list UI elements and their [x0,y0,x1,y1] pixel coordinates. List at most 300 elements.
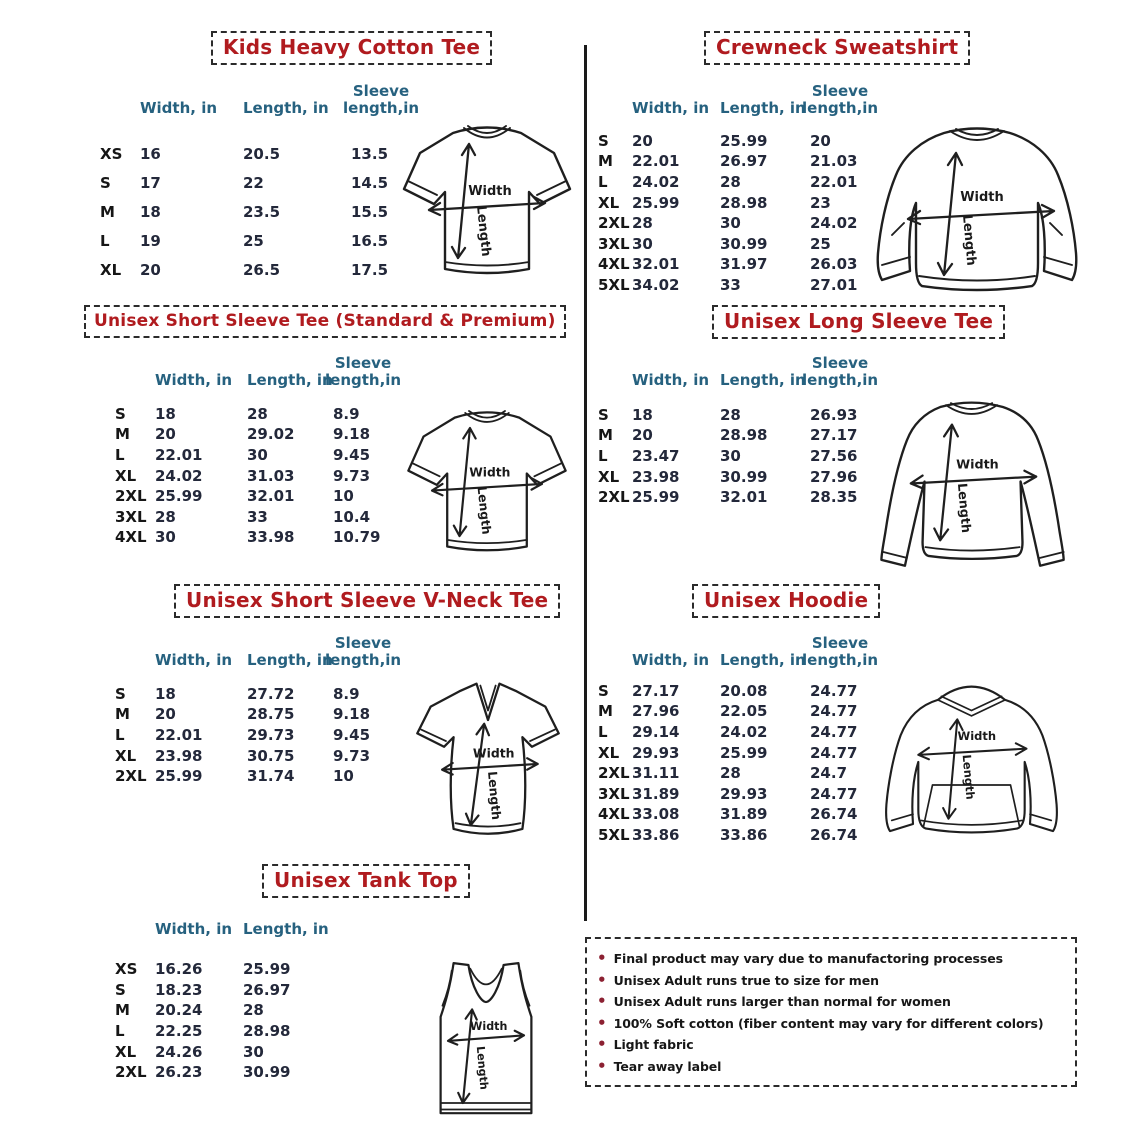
section-title [211,31,492,65]
cell-width: 26.23 [155,1063,203,1082]
cell-size: 2XL [115,767,147,786]
table-row [115,404,413,425]
cell-length: 22.05 [720,702,768,721]
table-row [598,784,882,805]
cell-size: L [598,173,608,192]
length-arrow-label: Length [485,770,505,821]
section-title [84,305,566,338]
cell-sleeve: 25 [810,234,831,253]
table-row [115,959,353,980]
cell-width: 20.24 [155,1001,203,1020]
note-text: Unisex Adult runs larger than normal for women [613,994,951,1009]
table-row [115,445,413,466]
section-title [712,305,1005,339]
cell-width: 18 [140,203,161,222]
size-table [115,684,413,787]
cell-length: 29.02 [247,425,295,444]
table-header-row [100,83,431,117]
cell-sleeve: 26.74 [810,805,858,824]
cell-length: 33 [247,507,268,526]
cell-length: 30.99 [243,1063,291,1082]
table-header-row [598,83,882,117]
cell-width: 16.26 [155,960,203,979]
section-title-text: Unisex Tank Top [274,868,458,892]
table-header-row [115,355,413,389]
table-row [598,681,882,702]
cell-size: XS [115,960,138,979]
cell-width: 18 [155,404,176,423]
col-header-length: Length, in [243,98,329,117]
width-arrow-label: Width [470,1019,508,1033]
table-row [598,234,882,255]
cell-size: M [100,203,115,222]
cell-size: M [115,425,130,444]
table-row [115,684,413,705]
table-row [115,424,413,445]
cell-length: 25.99 [243,960,291,979]
section-title-text: Kids Heavy Cotton Tee [223,35,481,59]
cell-width: 27.96 [632,702,680,721]
section-title [704,31,970,65]
cell-length: 29.73 [247,726,295,745]
table-row [598,172,882,193]
cell-length: 20.08 [720,681,768,700]
note-text: Light fabric [613,1037,694,1052]
cell-width: 25.99 [632,193,680,212]
cell-length: 31.89 [720,805,768,824]
table-row [598,405,882,426]
table-row [598,763,882,784]
cell-width: 29.93 [632,743,680,762]
cell-sleeve: 27.01 [810,276,858,295]
cell-length: 31.97 [720,255,768,274]
cell-length: 33 [720,276,741,295]
table-row [598,722,882,743]
cell-length: 25.99 [720,131,768,150]
table-header-row [598,635,882,669]
cell-length: 28.75 [247,705,295,724]
cell-length: 26.97 [720,152,768,171]
length-arrow-label: Length [474,485,494,536]
col-header-sleeve: Sleeve length,in [802,354,879,389]
cell-size: 2XL [115,1063,147,1082]
table-row [598,446,882,467]
cell-length: 23.5 [243,203,281,222]
table-row [100,140,431,169]
section-title-text: Unisex Short Sleeve Tee (Standard & Premium) [94,311,556,331]
section-unisex-vneck-tee [82,584,582,854]
table-row [598,466,882,487]
cell-size: L [598,447,608,466]
cell-size: XL [115,746,137,765]
cell-size: 4XL [115,528,147,547]
size-table [115,404,413,548]
cell-size: S [100,174,111,193]
table-row [598,701,882,722]
cell-sleeve: 24.7 [810,764,848,783]
cell-sleeve: 21.03 [810,152,858,171]
table-row [598,192,882,213]
cell-length: 32.01 [720,488,768,507]
note-text: 100% Soft cotton (fiber content may vary for different colors) [613,1015,1044,1031]
cell-size: XL [115,1042,137,1061]
table-row [115,527,413,548]
col-header-sleeve: Sleeve length,in [343,82,420,117]
width-arrow-label: Width [957,728,997,743]
cell-length: 26.97 [243,980,291,999]
length-arrow-label: Length [959,214,979,267]
cell-width: 23.98 [155,746,203,765]
cell-size: S [115,980,126,999]
table-row [115,507,413,528]
cell-sleeve: 10 [333,487,354,506]
cell-width: 17 [140,174,161,193]
table-row [100,169,431,198]
cell-size: 4XL [598,255,630,274]
cell-sleeve: 26.74 [810,826,858,845]
bullet-icon: • [597,1013,607,1032]
table-row [115,745,413,766]
cell-width: 33.86 [632,826,680,845]
cell-length: 28 [243,1001,264,1020]
table-row [115,486,413,507]
section-unisex-tank-top [82,864,582,1140]
cell-size: L [115,726,125,745]
length-arrow-label: Length [473,1045,491,1091]
cell-width: 16 [140,145,161,164]
table-row [115,980,353,1001]
note-item [597,1034,1065,1056]
cell-width: 24.26 [155,1042,203,1061]
cell-width: 20 [632,131,653,150]
tank-top-illustration [422,952,550,1128]
note-text: Unisex Adult runs true to size for men [613,972,879,988]
cell-sleeve: 9.73 [333,746,371,765]
section-title [692,584,880,618]
cell-length: 20.5 [243,145,281,164]
cell-length: 30.75 [247,746,295,765]
cell-length: 31.74 [247,767,295,786]
cell-width: 20 [140,261,161,280]
cell-size: 2XL [598,488,630,507]
cell-width: 31.89 [632,784,680,803]
col-header-sleeve: Sleeve length,in [325,354,402,389]
section-unisex-hoodie [592,584,1140,870]
cell-sleeve: 20 [810,131,831,150]
cell-width: 32.01 [632,255,680,274]
table-row [100,198,431,227]
col-header-length: Length, in [243,920,329,938]
tshirt-illustration [392,111,582,293]
table-row [598,825,882,846]
cell-sleeve: 24.77 [810,723,858,742]
note-text: Tear away label [613,1058,722,1074]
cell-width: 20 [632,426,653,445]
cell-size: S [115,404,126,423]
col-header-length: Length, in [247,370,333,389]
cell-length: 30 [720,214,741,233]
cell-size: S [598,405,609,424]
width-arrow-label: Width [960,190,1004,205]
cell-width: 27.17 [632,681,680,700]
cell-length: 28.98 [720,426,768,445]
cell-length: 28 [720,173,741,192]
size-table [598,681,882,846]
col-header-length: Length, in [720,98,806,117]
section-unisex-short-sleeve-tee [82,305,582,575]
table-row [115,725,413,746]
cell-width: 34.02 [632,276,680,295]
table-row [598,275,882,296]
col-header-length: Length, in [247,650,333,669]
cell-length: 25 [243,232,264,251]
cell-length: 32.01 [247,487,295,506]
table-row [100,227,431,256]
cell-width: 28 [632,214,653,233]
cell-width: 31.11 [632,764,680,783]
cell-length: 24.02 [720,723,768,742]
col-header-length: Length, in [720,650,806,669]
note-item [597,970,1065,992]
table-row [598,151,882,172]
cell-size: L [115,446,125,465]
cell-sleeve: 10.79 [333,528,381,547]
table-row [115,1021,353,1042]
bullet-icon: • [597,1035,607,1053]
long-sleeve-tee-illustration [854,385,1094,577]
size-table [598,405,882,508]
cell-size: S [115,684,126,703]
cell-sleeve: 8.9 [333,404,360,423]
section-title [262,864,470,898]
cell-length: 28 [247,404,268,423]
note-text: Final product may vary due to manufactoring processes [613,951,1003,966]
cell-sleeve: 16.5 [351,232,389,251]
cell-width: 33.08 [632,805,680,824]
cell-length: 33.98 [247,528,295,547]
col-header-sleeve: Sleeve length,in [802,634,879,669]
cell-width: 22.25 [155,1022,203,1041]
cell-sleeve: 23 [810,193,831,212]
cell-sleeve: 10 [333,767,354,786]
table-row [115,704,413,725]
cell-width: 23.47 [632,447,680,466]
table-header-row [115,920,353,938]
cell-size: L [115,1022,125,1041]
cell-width: 18.23 [155,980,203,999]
cell-width: 24.02 [155,466,203,485]
cell-width: 18 [632,405,653,424]
cell-width: 30 [155,528,176,547]
cell-length: 33.86 [720,826,768,845]
cell-size: S [598,131,609,150]
table-row [115,1062,353,1083]
cell-length: 30.99 [720,467,768,486]
cell-sleeve: 10.4 [333,507,371,526]
table-row [115,1041,353,1062]
note-item [597,1056,1065,1078]
product-notes-box [585,937,1077,1087]
cell-sleeve: 27.17 [810,426,858,445]
cell-width: 18 [155,684,176,703]
cell-size: XS [100,145,123,164]
cell-sleeve: 27.96 [810,467,858,486]
table-row [115,1000,353,1021]
cell-width: 23.98 [632,467,680,486]
length-arrow-label: Length [473,204,494,258]
col-header-sleeve: Sleeve length,in [325,634,402,669]
cell-size: 3XL [598,234,630,253]
cell-size: XL [598,467,620,486]
cell-length: 28.98 [720,193,768,212]
cell-sleeve: 17.5 [351,261,389,280]
cell-sleeve: 24.02 [810,214,858,233]
cell-size: 3XL [598,784,630,803]
section-title-text: Unisex Short Sleeve V-Neck Tee [186,588,549,612]
cell-size: 2XL [598,764,630,783]
cell-width: 20 [155,705,176,724]
width-arrow-label: Width [956,457,999,473]
cell-size: M [598,152,613,171]
cell-width: 19 [140,232,161,251]
cell-size: L [100,232,110,251]
note-item [597,991,1065,1013]
cell-length: 25.99 [720,743,768,762]
col-header-width: Width, in [632,650,710,669]
cell-size: 2XL [115,487,147,506]
cell-width: 25.99 [632,488,680,507]
table-row [598,742,882,763]
hoodie-illustration [874,659,1069,864]
table-row [598,804,882,825]
cell-size: 4XL [598,805,630,824]
cell-sleeve: 8.9 [333,684,360,703]
cell-length: 27.72 [247,684,295,703]
table-row [115,465,413,486]
col-header-width: Width, in [632,370,710,389]
cell-width: 25.99 [155,767,203,786]
section-title-text: Unisex Hoodie [704,588,869,612]
cell-width: 29.14 [632,723,680,742]
cell-length: 30.99 [720,234,768,253]
col-header-length: Length, in [720,370,806,389]
size-table [115,959,353,1083]
col-header-width: Width, in [140,98,218,117]
cell-length: 22 [243,174,264,193]
cell-width: 24.02 [632,173,680,192]
cell-sleeve: 9.18 [333,425,371,444]
length-arrow-label: Length [953,482,974,534]
cell-size: M [598,426,613,445]
cell-length: 29.93 [720,784,768,803]
cell-width: 22.01 [155,726,203,745]
cell-length: 30 [247,446,268,465]
bullet-icon: • [597,949,607,967]
cell-sleeve: 22.01 [810,173,858,192]
cell-size: M [115,1001,130,1020]
col-header-width: Width, in [632,98,710,117]
size-table [100,140,431,285]
cell-size: XL [598,193,620,212]
cell-size: S [598,681,609,700]
table-row [115,766,413,787]
cell-width: 28 [155,507,176,526]
cell-length: 26.5 [243,261,281,280]
cell-size: XL [598,743,620,762]
section-kids-heavy-cotton-tee [80,31,585,297]
sweatshirt-illustration [860,113,1095,311]
cell-sleeve: 24.77 [810,784,858,803]
cell-length: 28 [720,405,741,424]
size-table [598,131,882,296]
table-row [598,131,882,152]
cell-sleeve: 24.77 [810,743,858,762]
cell-sleeve: 26.93 [810,405,858,424]
table-header-row [598,355,882,389]
cell-width: 30 [632,234,653,253]
note-item [597,948,1065,970]
section-title [174,584,560,618]
cell-size: XL [115,466,137,485]
note-item [597,1013,1065,1035]
vneck-tee-illustration [402,674,574,852]
cell-size: 5XL [598,276,630,295]
cell-length: 28 [720,764,741,783]
table-header-row [115,635,413,669]
cell-sleeve: 9.73 [333,466,371,485]
cell-length: 31.03 [247,466,295,485]
cell-width: 25.99 [155,487,203,506]
cell-length: 30 [243,1042,264,1061]
cell-sleeve: 28.35 [810,488,858,507]
cell-sleeve: 14.5 [351,174,389,193]
cell-sleeve: 24.77 [810,681,858,700]
bullet-icon: • [597,1056,607,1075]
cell-sleeve: 27.56 [810,447,858,466]
cell-size: 2XL [598,214,630,233]
table-row [100,256,431,285]
cell-width: 22.01 [632,152,680,171]
cell-size: M [115,705,130,724]
cell-size: XL [100,261,122,280]
section-crewneck-sweatshirt [592,31,1140,301]
cell-size: L [598,723,608,742]
cell-sleeve: 13.5 [351,145,389,164]
col-header-width: Width, in [155,370,233,389]
table-row [598,425,882,446]
table-row [598,254,882,275]
cell-sleeve: 15.5 [351,203,389,222]
cell-sleeve: 24.77 [810,702,858,721]
cell-sleeve: 9.45 [333,726,371,745]
col-header-width: Width, in [155,650,233,669]
table-row [598,487,882,508]
cell-sleeve: 9.18 [333,705,371,724]
section-unisex-long-sleeve-tee [592,305,1140,575]
width-arrow-label: Width [468,184,512,199]
section-title-text: Unisex Long Sleeve Tee [724,309,994,333]
section-title-text: Crewneck Sweatshirt [716,35,959,59]
cell-width: 20 [155,425,176,444]
width-arrow-label: Width [469,465,511,480]
cell-size: 5XL [598,826,630,845]
cell-length: 30 [720,447,741,466]
col-header-sleeve: Sleeve length,in [802,82,879,117]
width-arrow-label: Width [472,745,515,761]
cell-sleeve: 26.03 [810,255,858,274]
bullet-icon: • [597,992,607,1010]
length-arrow-label: Length [959,753,978,801]
